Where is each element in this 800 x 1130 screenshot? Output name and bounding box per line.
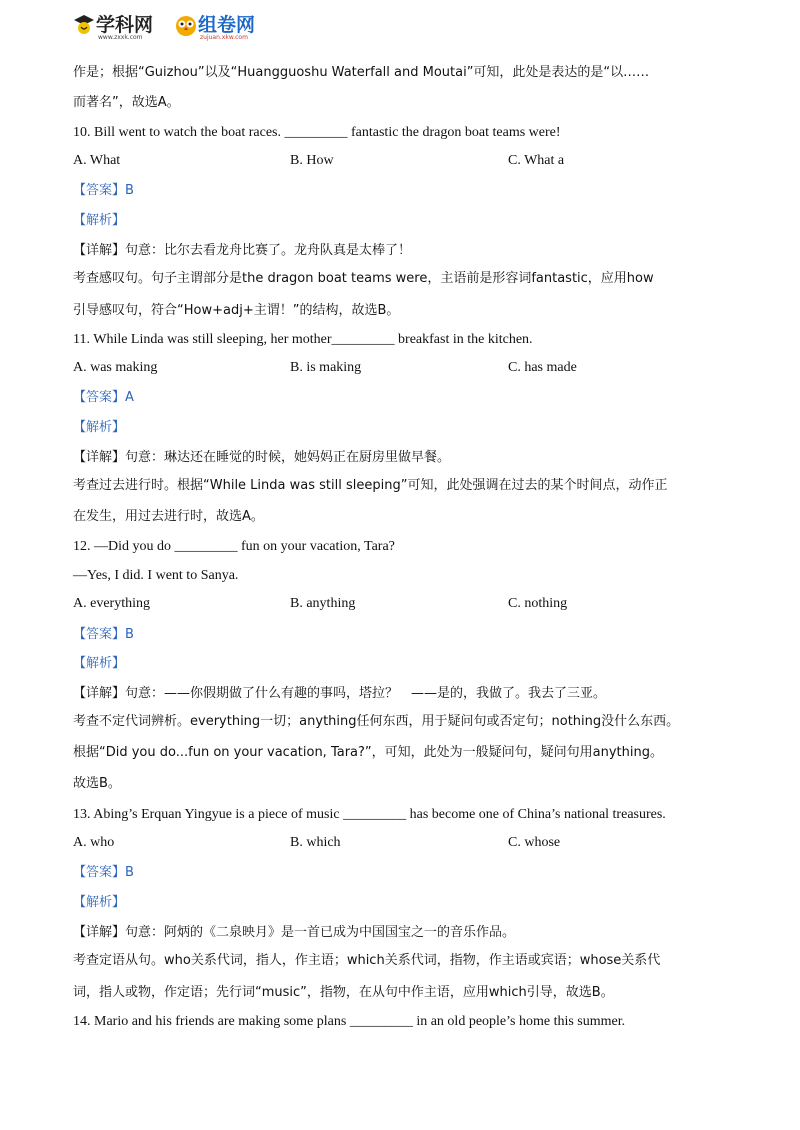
text-line: 考查感叹句。句子主谓部分是the dragon boat teams were，主语前是形容词fantastic，应用how	[73, 271, 654, 286]
question-text: —Yes, I did. I went to Sanya.	[73, 568, 239, 583]
text-line: 【详解】句意：比尔去看龙舟比赛了。龙舟队真是太棒了！	[73, 243, 412, 258]
analysis-label: 【解析】	[73, 895, 126, 910]
text-line: 引导感叹句，符合“How+adj+主谓！”的结构，故选B。	[73, 303, 400, 318]
answer-label: 【答案】B	[73, 865, 134, 880]
option-a: A. who	[73, 835, 115, 850]
zujuan-logo-url: zujuan.xkw.com	[200, 34, 248, 41]
text-line: 【详解】句意：琳达还在睡觉的时候，她妈妈正在厨房里做早餐。	[73, 450, 451, 465]
option-a: A. everything	[73, 596, 150, 611]
analysis-label: 【解析】	[73, 213, 126, 228]
option-c: C. nothing	[508, 596, 568, 611]
text-line: 根据“Did you do...fun on your vacation, Tara?”，可知，此处为一般疑问句，疑问句用anything。	[73, 745, 663, 760]
question-text: 13. Abing’s Erquan Yingyue is a piece of music _________ has become one of China’s national treasures.	[73, 807, 666, 822]
zxxk-logo-url: www.zxxk.com	[98, 34, 143, 41]
question-text: 11. While Linda was still sleeping, her mother_________ breakfast in the kitchen.	[73, 332, 533, 347]
analysis-label: 【解析】	[73, 420, 126, 435]
text-line: 考查不定代词辨析。everything一切；anything任何东西，用于疑问句或否定句；nothing没什么东西。	[73, 714, 680, 729]
zujuan-logo-text: 组卷网	[198, 14, 256, 36]
option-a: A. What	[73, 153, 121, 168]
option-b: B. which	[290, 835, 341, 850]
option-c: C. whose	[508, 835, 561, 850]
text-line: 词，指人或物，作定语；先行词“music”，指物，在从句中作主语，应用which引导，故选B。	[73, 985, 614, 1000]
option-b: B. anything	[290, 596, 356, 611]
text-line: 【详解】句意：——你假期做了什么有趣的事吗，塔拉？ ——是的，我做了。我去了三亚。	[73, 686, 607, 701]
text-line: 考查定语从句。who关系代词，指人，作主语；which关系代词，指物，作主语或宾语；whose关系代	[73, 953, 661, 968]
owl-mascot-icon	[174, 12, 198, 38]
option-c: C. What a	[508, 153, 565, 168]
question-text: 12. —Did you do _________ fun on your vacation, Tara?	[73, 539, 395, 554]
question-text: 14. Mario and his friends are making some plans _________ in an old people’s home this summer.	[73, 1014, 626, 1029]
text-line: 而著名”，故选A。	[73, 95, 180, 110]
question-text: 10. Bill went to watch the boat races. _________ fantastic the dragon boat teams were!	[73, 125, 561, 140]
header-logos	[72, 10, 292, 46]
graduate-cap-icon	[72, 12, 96, 38]
text-line: 在发生，用过去进行时，故选A。	[73, 509, 264, 524]
option-c: C. has made	[508, 360, 577, 375]
analysis-label: 【解析】	[73, 656, 126, 671]
answer-label: 【答案】B	[73, 627, 134, 642]
option-a: A. was making	[73, 360, 158, 375]
text-line: 【详解】句意：阿炳的《二泉映月》是一首已成为中国国宝之一的音乐作品。	[73, 925, 516, 940]
option-b: B. is making	[290, 360, 362, 375]
text-line: 故选B。	[73, 776, 121, 791]
answer-label: 【答案】A	[73, 390, 134, 405]
text-line: 考查过去进行时。根据“While Linda was still sleeping”可知，此处强调在过去的某个时间点，动作正	[73, 478, 668, 493]
answer-label: 【答案】B	[73, 183, 134, 198]
option-b: B. How	[290, 153, 334, 168]
zxxk-logo-text: 学科网	[96, 14, 154, 36]
text-line: 作是；根据“Guizhou”以及“Huangguoshu Waterfall and Moutai”可知，此处是表达的是“以……	[73, 65, 650, 80]
